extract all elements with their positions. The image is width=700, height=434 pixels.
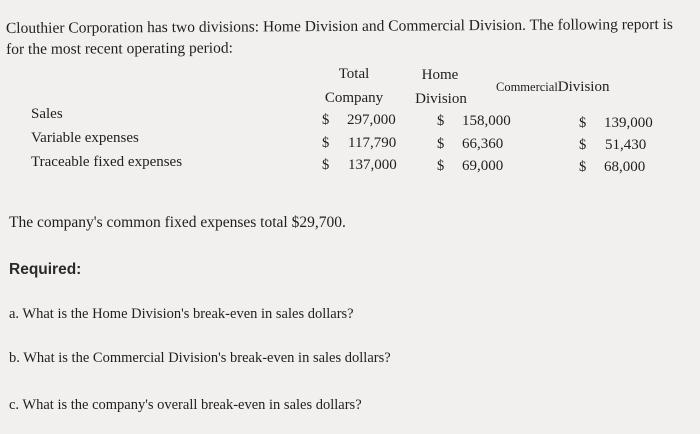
cell-total-sales: 297,000 (347, 112, 396, 128)
question-a: a. What is the Home Division's break-even in sales dollars? (9, 306, 354, 322)
intro-paragraph: Clouthier Corporation has two divisions: Home Division and Commercial Division. The following report is for the most recent operating period: (5, 15, 673, 58)
cell-home-sales: 158,000 (462, 113, 511, 129)
currency-symbol: $ (579, 115, 587, 131)
question-c: c. What is the company's overall break-even in sales dollars? (9, 397, 362, 413)
question-b: b. What is the Commercial Division's break-even in sales dollars? (9, 350, 391, 366)
row-label-sales: Sales (31, 106, 63, 122)
header-total-line1: Total (338, 66, 370, 82)
cell-home-fixed: 69,000 (462, 158, 504, 174)
cell-total-fixed: 137,000 (348, 157, 397, 173)
header-home-line2: Division (415, 91, 467, 107)
required-heading: Required: (9, 261, 82, 278)
cell-commercial-variable: 51,430 (605, 137, 647, 153)
common-fixed-text: The company's common fixed expenses total $29,700. (9, 214, 346, 231)
currency-symbol: $ (322, 112, 330, 128)
row-label-variable-expenses: Variable expenses (31, 130, 139, 146)
cell-home-variable: 66,360 (462, 136, 504, 152)
cell-commercial-sales: 139,000 (604, 115, 653, 131)
cell-total-variable: 117,790 (348, 135, 397, 151)
currency-symbol: $ (437, 136, 445, 152)
currency-symbol: $ (437, 113, 445, 129)
currency-symbol: $ (579, 159, 587, 175)
header-commercial: CommercialDivision (496, 79, 610, 95)
cell-commercial-fixed: 68,000 (604, 159, 646, 175)
currency-symbol: $ (322, 135, 330, 151)
currency-symbol: $ (437, 158, 445, 174)
header-home-line1: Home (421, 67, 459, 83)
currency-symbol: $ (322, 157, 330, 173)
currency-symbol: $ (579, 137, 587, 153)
header-total-line2: Company (324, 90, 384, 106)
row-label-traceable-fixed: Traceable fixed expenses (31, 154, 183, 170)
